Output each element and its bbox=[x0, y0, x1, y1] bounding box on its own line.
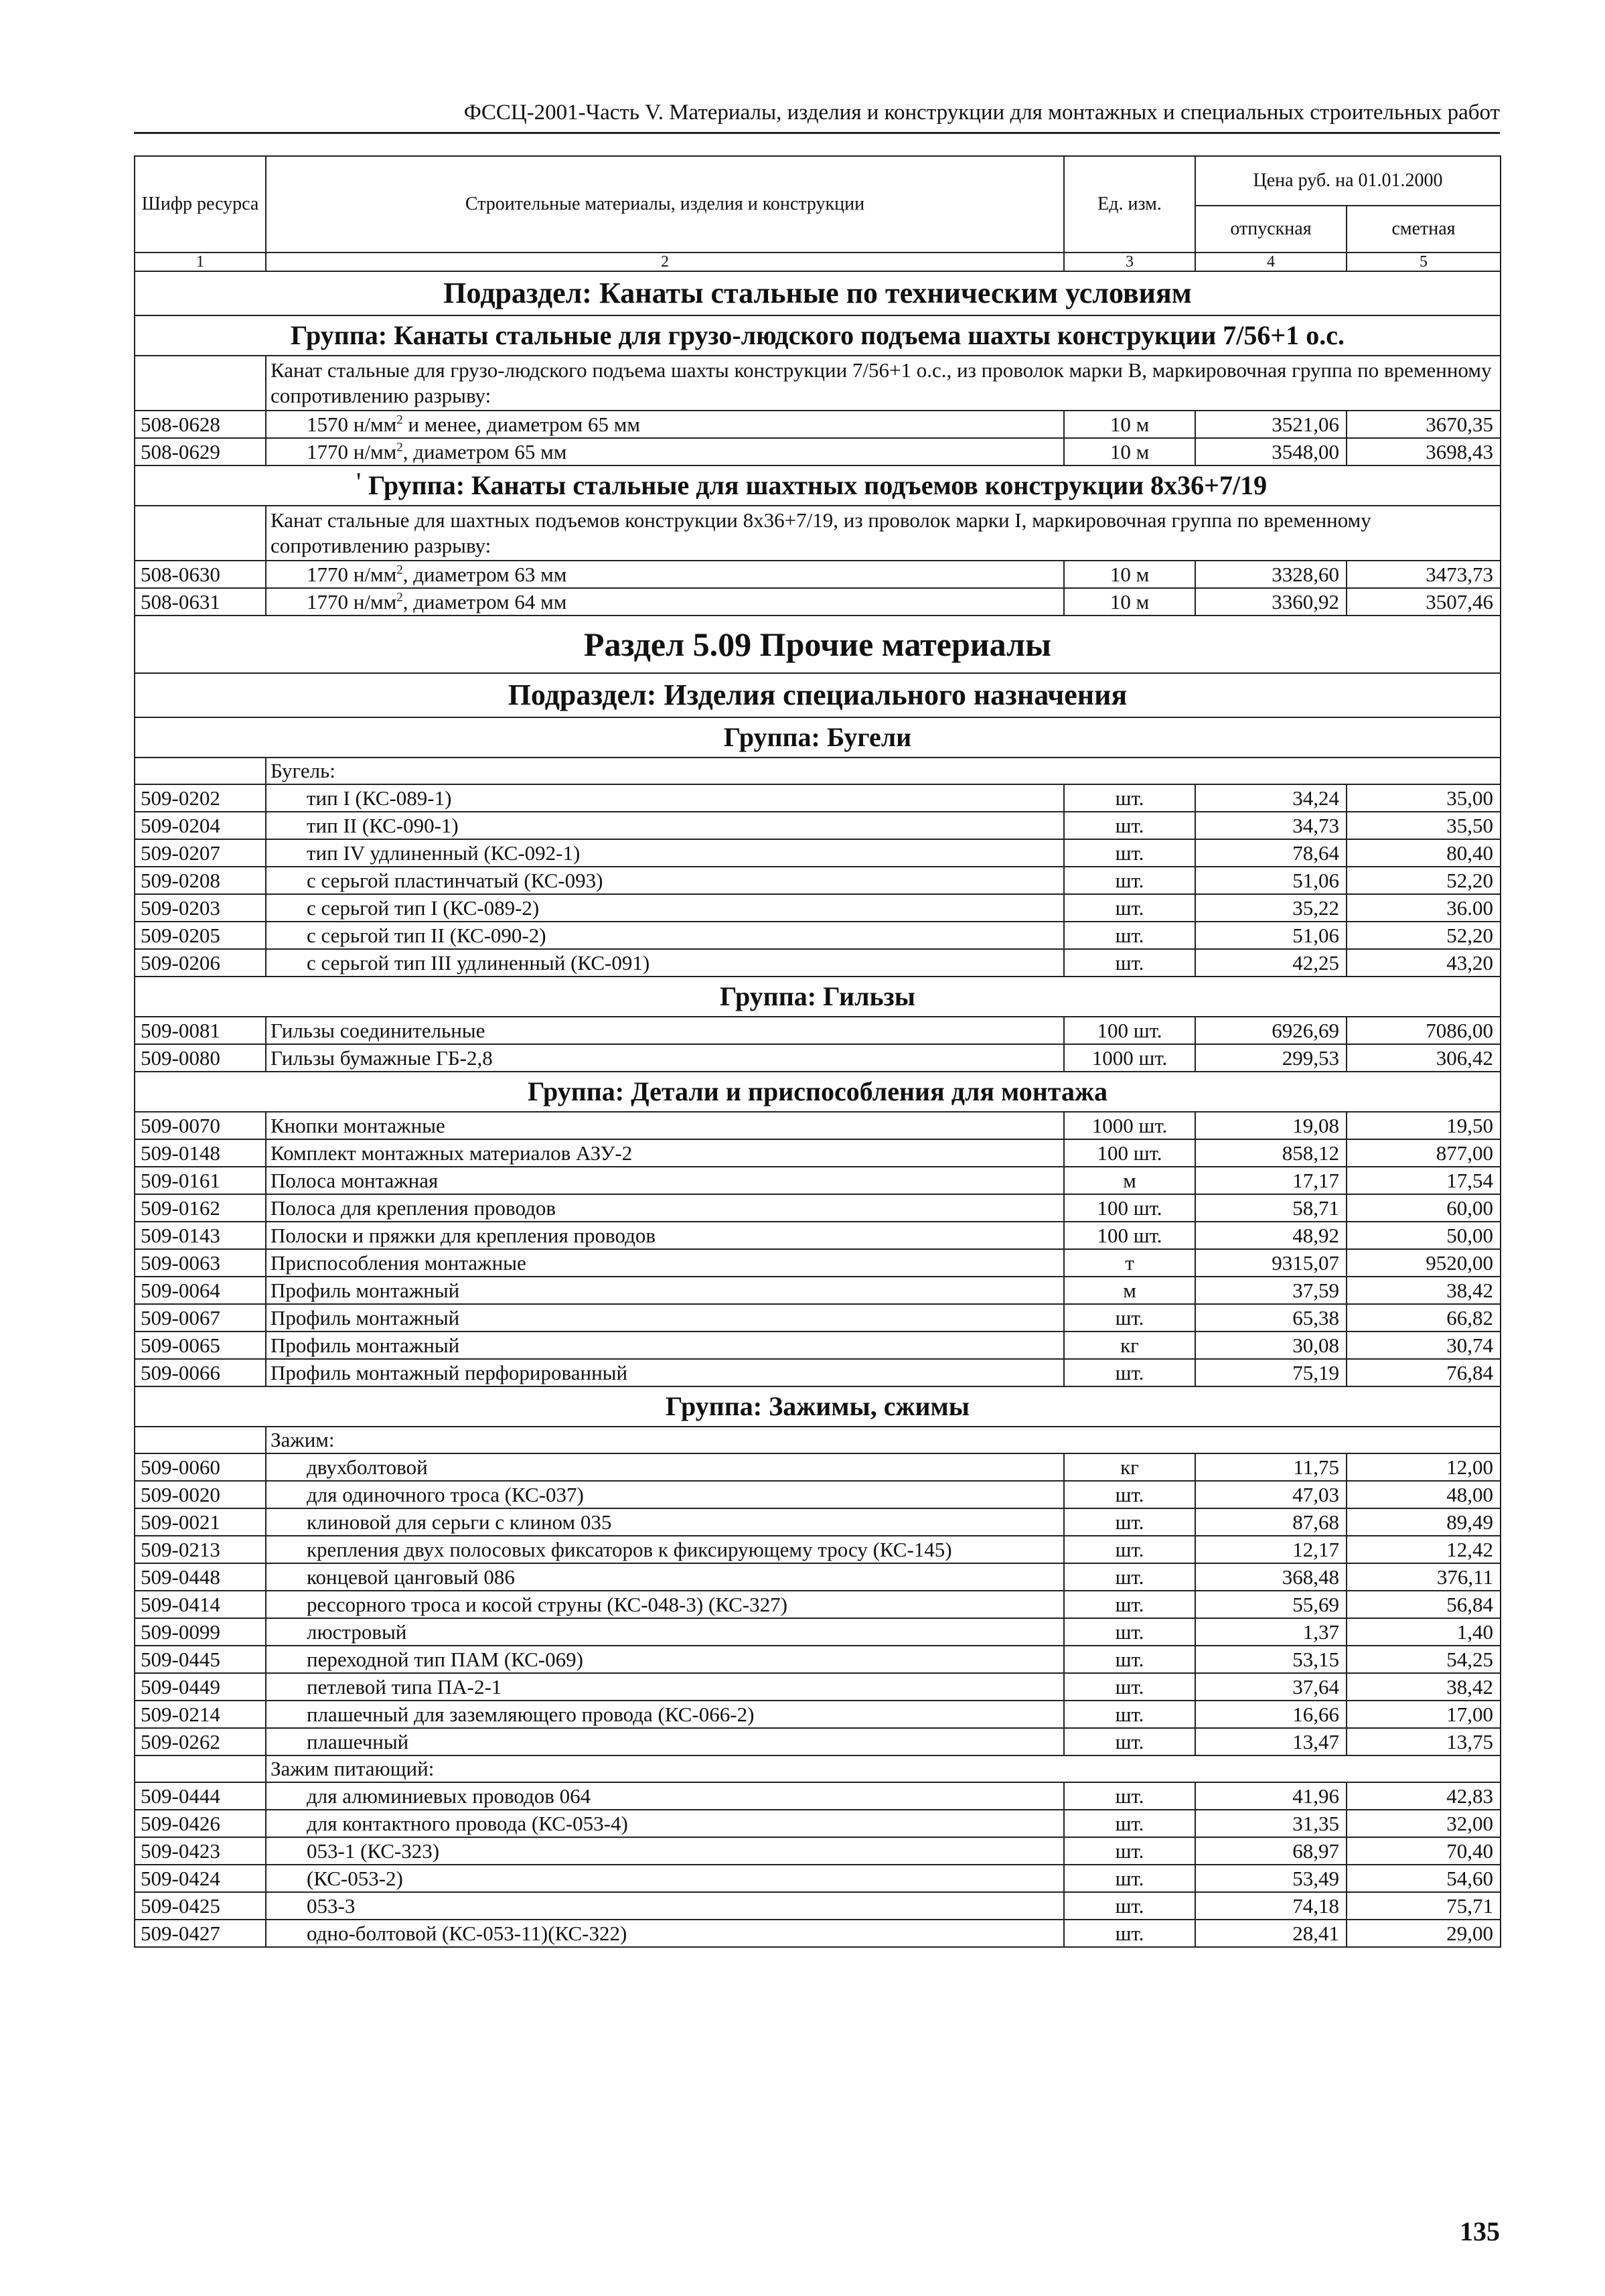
release-price: 3548,00 bbox=[1195, 438, 1347, 465]
page-title: ФССЦ-2001-Часть V. Материалы, изделия и конструкции для монтажных и специальных строительных работ bbox=[463, 100, 1500, 125]
rows-group-4 bbox=[135, 1017, 1501, 1072]
table-row bbox=[135, 1508, 1501, 1536]
estimate-price: 38,42 bbox=[1347, 1277, 1501, 1304]
table-row bbox=[135, 1837, 1501, 1865]
resource-code: 509-0099 bbox=[135, 1618, 266, 1646]
unit-of-measure: шт. bbox=[1064, 1536, 1195, 1563]
estimate-price: 376,11 bbox=[1347, 1563, 1501, 1591]
estimate-price: 32,00 bbox=[1347, 1810, 1501, 1837]
estimate-price: 3507,46 bbox=[1347, 588, 1501, 616]
resource-code: 509-0449 bbox=[135, 1673, 266, 1701]
item-name: 053-3 bbox=[266, 1892, 1064, 1920]
empty-cell bbox=[135, 1755, 266, 1782]
resource-code: 509-0414 bbox=[135, 1591, 266, 1618]
item-label: Зажим: bbox=[266, 1427, 1501, 1453]
item-name: (КС-053-2) bbox=[266, 1865, 1064, 1892]
unit-of-measure: м bbox=[1064, 1277, 1195, 1304]
item-name: тип IV удлиненный (КС-092-1) bbox=[266, 839, 1064, 867]
resource-code: 509-0143 bbox=[135, 1222, 266, 1249]
resource-code: 509-0067 bbox=[135, 1304, 266, 1332]
item-name-text: , диаметром 65 мм bbox=[402, 439, 567, 463]
release-price: 9315,07 bbox=[1195, 1249, 1347, 1277]
estimate-price: 1,40 bbox=[1347, 1618, 1501, 1646]
release-price: 28,41 bbox=[1195, 1920, 1347, 1947]
resource-code: 509-0070 bbox=[135, 1112, 266, 1139]
release-price: 37,64 bbox=[1195, 1673, 1347, 1701]
estimate-price: 3670,35 bbox=[1347, 411, 1501, 438]
estimate-price: 3473,73 bbox=[1347, 561, 1501, 588]
table-row bbox=[135, 949, 1501, 977]
resource-code: 508-0630 bbox=[135, 561, 266, 588]
rows-group-3 bbox=[135, 784, 1501, 977]
unit-exponent: 2 bbox=[396, 590, 403, 605]
unit-of-measure: 1000 шт. bbox=[1064, 1044, 1195, 1072]
table-row bbox=[135, 1920, 1501, 1947]
release-price: 35,22 bbox=[1195, 894, 1347, 922]
release-price: 78,64 bbox=[1195, 839, 1347, 867]
table-row bbox=[135, 1591, 1501, 1618]
estimate-price: 56,84 bbox=[1347, 1591, 1501, 1618]
release-price: 51,06 bbox=[1195, 867, 1347, 894]
empty-cell bbox=[135, 356, 266, 411]
group-title: Группа: Канаты стальные для шахтных подъемов конструкции 8x36+7/19 bbox=[368, 470, 1268, 500]
resource-code: 509-0081 bbox=[135, 1017, 266, 1044]
item-name-text: , диаметром 63 мм bbox=[402, 562, 567, 586]
column-index: 3 bbox=[1064, 253, 1195, 271]
release-price: 48,92 bbox=[1195, 1222, 1347, 1249]
estimate-price: 52,20 bbox=[1347, 867, 1501, 894]
resource-code: 509-0065 bbox=[135, 1332, 266, 1359]
item-name: для одиночного троса (КС-037) bbox=[266, 1481, 1064, 1508]
unit-of-measure: шт. bbox=[1064, 1673, 1195, 1701]
item-name: тип I (КС-089-1) bbox=[266, 784, 1064, 812]
unit-of-measure: шт. bbox=[1064, 1892, 1195, 1920]
estimate-price: 17,54 bbox=[1347, 1167, 1501, 1194]
resource-code: 509-0207 bbox=[135, 839, 266, 867]
unit-of-measure: 100 шт. bbox=[1064, 1017, 1195, 1044]
unit-of-measure: шт. bbox=[1064, 1618, 1195, 1646]
unit-exponent: 2 bbox=[396, 413, 403, 427]
estimate-price: 48,00 bbox=[1347, 1481, 1501, 1508]
resource-code: 509-0161 bbox=[135, 1167, 266, 1194]
resource-code: 509-0213 bbox=[135, 1536, 266, 1563]
rows-group-6 bbox=[135, 1453, 1501, 1755]
table-row bbox=[135, 1332, 1501, 1359]
item-name: клиновой для серьги с клином 035 bbox=[266, 1508, 1064, 1536]
price-table-wrapper bbox=[134, 155, 1500, 1948]
unit-of-measure: кг bbox=[1064, 1453, 1195, 1481]
table-row bbox=[135, 1194, 1501, 1222]
table-row bbox=[135, 1536, 1501, 1563]
resource-code: 509-0262 bbox=[135, 1728, 266, 1755]
unit-of-measure: шт. bbox=[1064, 1481, 1195, 1508]
empty-cell bbox=[135, 758, 266, 784]
release-price: 34,24 bbox=[1195, 784, 1347, 812]
resource-code: 509-0204 bbox=[135, 812, 266, 839]
estimate-price: 35,50 bbox=[1347, 812, 1501, 839]
item-name: рессорного троса и косой струны (КС-048-3) (КС-327) bbox=[266, 1591, 1064, 1618]
release-price: 51,06 bbox=[1195, 922, 1347, 949]
item-name: люстровый bbox=[266, 1618, 1064, 1646]
resource-code: 509-0426 bbox=[135, 1810, 266, 1837]
item-name: Полоса для крепления проводов bbox=[266, 1194, 1064, 1222]
resource-code: 509-0148 bbox=[135, 1139, 266, 1167]
table-row bbox=[135, 1277, 1501, 1304]
release-price: 47,03 bbox=[1195, 1481, 1347, 1508]
unit-of-measure: 100 шт. bbox=[1064, 1222, 1195, 1249]
release-price: 34,73 bbox=[1195, 812, 1347, 839]
item-name: переходной тип ПАМ (КС-069) bbox=[266, 1646, 1064, 1673]
resource-code: 509-0021 bbox=[135, 1508, 266, 1536]
item-name: одно-болтовой (КС-053-11)(КС-322) bbox=[266, 1920, 1064, 1947]
rows-group-2 bbox=[135, 561, 1501, 616]
price-table bbox=[134, 155, 1501, 1948]
estimate-price: 30,74 bbox=[1347, 1332, 1501, 1359]
section-heading: Раздел 5.09 Прочие материалы bbox=[135, 616, 1501, 673]
unit-of-measure: шт. bbox=[1064, 1646, 1195, 1673]
item-name bbox=[266, 411, 1064, 438]
item-name: двухболтовой bbox=[266, 1453, 1064, 1481]
release-price: 74,18 bbox=[1195, 1892, 1347, 1920]
item-name: Профиль монтажный перфорированный bbox=[266, 1359, 1064, 1386]
item-name: для контактного провода (КС-053-4) bbox=[266, 1810, 1064, 1837]
item-name: Профиль монтажный bbox=[266, 1332, 1064, 1359]
item-name bbox=[266, 588, 1064, 616]
release-price: 3328,60 bbox=[1195, 561, 1347, 588]
column-index: 1 bbox=[135, 253, 266, 271]
release-price: 68,97 bbox=[1195, 1837, 1347, 1865]
table-row bbox=[135, 784, 1501, 812]
item-name: концевой цанговый 086 bbox=[266, 1563, 1064, 1591]
unit-of-measure: шт. bbox=[1064, 1701, 1195, 1728]
estimate-price: 60,00 bbox=[1347, 1194, 1501, 1222]
resource-code: 508-0629 bbox=[135, 438, 266, 465]
table-row bbox=[135, 1563, 1501, 1591]
table-row bbox=[135, 1865, 1501, 1892]
column-index: 2 bbox=[266, 253, 1064, 271]
estimate-price: 76,84 bbox=[1347, 1359, 1501, 1386]
unit-of-measure: 10 м bbox=[1064, 561, 1195, 588]
release-price: 368,48 bbox=[1195, 1563, 1347, 1591]
header-release-price: отпускная bbox=[1195, 206, 1347, 253]
unit-of-measure: шт. bbox=[1064, 1837, 1195, 1865]
estimate-price: 17,00 bbox=[1347, 1701, 1501, 1728]
release-price: 299,53 bbox=[1195, 1044, 1347, 1072]
release-price: 17,17 bbox=[1195, 1167, 1347, 1194]
resource-code: 509-0445 bbox=[135, 1646, 266, 1673]
estimate-price: 877,00 bbox=[1347, 1139, 1501, 1167]
stray-mark: ' bbox=[356, 467, 362, 497]
item-name: Полоски и пряжки для крепления проводов bbox=[266, 1222, 1064, 1249]
item-name: крепления двух полосовых фиксаторов к фиксирующему тросу (КС-145) bbox=[266, 1536, 1064, 1563]
estimate-price: 38,42 bbox=[1347, 1673, 1501, 1701]
item-name: с серьгой тип II (КС-090-2) bbox=[266, 922, 1064, 949]
estimate-price: 29,00 bbox=[1347, 1920, 1501, 1947]
unit-of-measure: шт. bbox=[1064, 949, 1195, 977]
unit-of-measure: шт. bbox=[1064, 1591, 1195, 1618]
table-row bbox=[135, 812, 1501, 839]
item-name: Профиль монтажный bbox=[266, 1277, 1064, 1304]
resource-code: 509-0205 bbox=[135, 922, 266, 949]
estimate-price: 52,20 bbox=[1347, 922, 1501, 949]
estimate-price: 70,40 bbox=[1347, 1837, 1501, 1865]
unit-of-measure: 100 шт. bbox=[1064, 1194, 1195, 1222]
item-name: Полоса монтажная bbox=[266, 1167, 1064, 1194]
table-row bbox=[135, 922, 1501, 949]
resource-code: 509-0425 bbox=[135, 1892, 266, 1920]
resource-code: 509-0063 bbox=[135, 1249, 266, 1277]
estimate-price: 43,20 bbox=[1347, 949, 1501, 977]
unit-of-measure: шт. bbox=[1064, 1810, 1195, 1837]
header-name: Строительные материалы, изделия и конструкции bbox=[266, 156, 1064, 253]
item-name bbox=[266, 561, 1064, 588]
unit-of-measure: шт. bbox=[1064, 1865, 1195, 1892]
table-row bbox=[135, 1249, 1501, 1277]
estimate-price: 7086,00 bbox=[1347, 1017, 1501, 1044]
unit-of-measure: шт. bbox=[1064, 1920, 1195, 1947]
group-heading: Группа: Гильзы bbox=[135, 977, 1501, 1017]
resource-code: 509-0060 bbox=[135, 1453, 266, 1481]
item-name: тип II (КС-090-1) bbox=[266, 812, 1064, 839]
item-name-text: , диаметром 64 мм bbox=[402, 589, 567, 614]
table-row bbox=[135, 867, 1501, 894]
estimate-price: 12,42 bbox=[1347, 1536, 1501, 1563]
table-row bbox=[135, 1646, 1501, 1673]
release-price: 37,59 bbox=[1195, 1277, 1347, 1304]
estimate-price: 19,50 bbox=[1347, 1112, 1501, 1139]
title-rule bbox=[134, 132, 1500, 134]
table-row bbox=[135, 839, 1501, 867]
unit-of-measure: т bbox=[1064, 1249, 1195, 1277]
table-row bbox=[135, 1701, 1501, 1728]
table-row bbox=[135, 438, 1501, 465]
item-label: Бугель: bbox=[266, 758, 1501, 784]
release-price: 858,12 bbox=[1195, 1139, 1347, 1167]
page-number: 135 bbox=[1460, 2216, 1500, 2246]
item-name: петлевой типа ПА-2-1 bbox=[266, 1673, 1064, 1701]
release-price: 3521,06 bbox=[1195, 411, 1347, 438]
release-price: 3360,92 bbox=[1195, 588, 1347, 616]
unit-of-measure: шт. bbox=[1064, 1508, 1195, 1536]
release-price: 1,37 bbox=[1195, 1618, 1347, 1646]
item-name-text: 1770 н/мм bbox=[307, 439, 397, 463]
item-name: плашечный bbox=[266, 1728, 1064, 1755]
item-name: Профиль монтажный bbox=[266, 1304, 1064, 1332]
estimate-price: 35,00 bbox=[1347, 784, 1501, 812]
estimate-price: 80,40 bbox=[1347, 839, 1501, 867]
release-price: 30,08 bbox=[1195, 1332, 1347, 1359]
subsection-heading: Подраздел: Канаты стальные по техническим условиям bbox=[135, 271, 1501, 315]
rows-group-1 bbox=[135, 411, 1501, 465]
unit-of-measure: шт. bbox=[1064, 922, 1195, 949]
table-row bbox=[135, 1810, 1501, 1837]
estimate-price: 54,25 bbox=[1347, 1646, 1501, 1673]
resource-code: 509-0064 bbox=[135, 1277, 266, 1304]
item-label: Зажим питающий: bbox=[266, 1755, 1501, 1782]
release-price: 16,66 bbox=[1195, 1701, 1347, 1728]
group-note: Канат стальные для грузо-людского подъема шахты конструкции 7/56+1 о.с., из проволок марки В, маркировочная группа по временному сопротивлению разрыву: bbox=[266, 356, 1501, 411]
unit-of-measure: кг bbox=[1064, 1332, 1195, 1359]
group-heading bbox=[135, 465, 1501, 506]
release-price: 75,19 bbox=[1195, 1359, 1347, 1386]
table-row bbox=[135, 1222, 1501, 1249]
release-price: 87,68 bbox=[1195, 1508, 1347, 1536]
release-price: 31,35 bbox=[1195, 1810, 1347, 1837]
unit-of-measure: шт. bbox=[1064, 1359, 1195, 1386]
item-name: Гильзы бумажные ГБ-2,8 bbox=[266, 1044, 1064, 1072]
table-row bbox=[135, 1017, 1501, 1044]
table-row bbox=[135, 1481, 1501, 1508]
unit-of-measure: 100 шт. bbox=[1064, 1139, 1195, 1167]
item-name-text: и менее, диаметром 65 мм bbox=[402, 412, 640, 436]
item-name: для алюминиевых проводов 064 bbox=[266, 1782, 1064, 1810]
item-name-text: 1570 н/мм bbox=[307, 412, 397, 436]
table-row bbox=[135, 1453, 1501, 1481]
table-row bbox=[135, 1044, 1501, 1072]
group-heading: Группа: Канаты стальные для грузо-людского подъема шахты конструкции 7/56+1 о.с. bbox=[135, 315, 1501, 356]
estimate-price: 306,42 bbox=[1347, 1044, 1501, 1072]
resource-code: 509-0080 bbox=[135, 1044, 266, 1072]
release-price: 42,25 bbox=[1195, 949, 1347, 977]
release-price: 19,08 bbox=[1195, 1112, 1347, 1139]
unit-of-measure: шт. bbox=[1064, 1782, 1195, 1810]
table-row bbox=[135, 894, 1501, 922]
resource-code: 509-0214 bbox=[135, 1701, 266, 1728]
estimate-price: 89,49 bbox=[1347, 1508, 1501, 1536]
item-name: с серьгой пластинчатый (КС-093) bbox=[266, 867, 1064, 894]
item-name: Гильзы соединительные bbox=[266, 1017, 1064, 1044]
resource-code: 509-0206 bbox=[135, 949, 266, 977]
resource-code: 509-0066 bbox=[135, 1359, 266, 1386]
resource-code: 509-0203 bbox=[135, 894, 266, 922]
unit-of-measure: 10 м bbox=[1064, 411, 1195, 438]
table-row bbox=[135, 411, 1501, 438]
estimate-price: 54,60 bbox=[1347, 1865, 1501, 1892]
rows-group-7 bbox=[135, 1782, 1501, 1947]
resource-code: 509-0424 bbox=[135, 1865, 266, 1892]
group-heading: Группа: Зажимы, сжимы bbox=[135, 1386, 1501, 1427]
empty-cell bbox=[135, 1427, 266, 1453]
header-price: Цена руб. на 01.01.2000 bbox=[1195, 156, 1501, 206]
estimate-price: 9520,00 bbox=[1347, 1249, 1501, 1277]
item-name: Приспособления монтажные bbox=[266, 1249, 1064, 1277]
group-heading: Группа: Детали и приспособления для монтажа bbox=[135, 1072, 1501, 1112]
release-price: 53,49 bbox=[1195, 1865, 1347, 1892]
release-price: 53,15 bbox=[1195, 1646, 1347, 1673]
table-row bbox=[135, 1892, 1501, 1920]
subsection-heading: Подраздел: Изделия специального назначения bbox=[135, 673, 1501, 717]
item-name: с серьгой тип III удлиненный (КС-091) bbox=[266, 949, 1064, 977]
unit-of-measure: м bbox=[1064, 1167, 1195, 1194]
unit-of-measure: шт. bbox=[1064, 1728, 1195, 1755]
header-estimate-price: сметная bbox=[1347, 206, 1501, 253]
item-name-text: 1770 н/мм bbox=[307, 589, 397, 614]
item-name bbox=[266, 438, 1064, 465]
release-price: 11,75 bbox=[1195, 1453, 1347, 1481]
rows-group-5 bbox=[135, 1112, 1501, 1386]
empty-cell bbox=[135, 506, 266, 561]
unit-of-measure: 1000 шт. bbox=[1064, 1112, 1195, 1139]
column-index: 4 bbox=[1195, 253, 1347, 271]
group-note: Канат стальные для шахтных подъемов конструкции 8x36+7/19, из проволок марки I, маркировочная группа по временному сопротивлению разрыву: bbox=[266, 506, 1501, 561]
table-row bbox=[135, 588, 1501, 616]
unit-of-measure: шт. bbox=[1064, 1563, 1195, 1591]
estimate-price: 75,71 bbox=[1347, 1892, 1501, 1920]
release-price: 58,71 bbox=[1195, 1194, 1347, 1222]
item-name-text: 1770 н/мм bbox=[307, 562, 397, 586]
resource-code: 509-0427 bbox=[135, 1920, 266, 1947]
item-name: 053-1 (КС-323) bbox=[266, 1837, 1064, 1865]
table-row bbox=[135, 1112, 1501, 1139]
table-row bbox=[135, 1728, 1501, 1755]
item-name: с серьгой тип I (КС-089-2) bbox=[266, 894, 1064, 922]
unit-of-measure: шт. bbox=[1064, 784, 1195, 812]
resource-code: 509-0444 bbox=[135, 1782, 266, 1810]
resource-code: 509-0162 bbox=[135, 1194, 266, 1222]
resource-code: 509-0202 bbox=[135, 784, 266, 812]
resource-code: 508-0628 bbox=[135, 411, 266, 438]
table-row bbox=[135, 1618, 1501, 1646]
table-row bbox=[135, 1139, 1501, 1167]
unit-of-measure: шт. bbox=[1064, 894, 1195, 922]
estimate-price: 12,00 bbox=[1347, 1453, 1501, 1481]
estimate-price: 50,00 bbox=[1347, 1222, 1501, 1249]
group-heading: Группа: Бугели bbox=[135, 717, 1501, 758]
header-code: Шифр ресурса bbox=[135, 156, 266, 253]
table-row bbox=[135, 1304, 1501, 1332]
release-price: 12,17 bbox=[1195, 1536, 1347, 1563]
unit-exponent: 2 bbox=[396, 440, 403, 455]
resource-code: 509-0208 bbox=[135, 867, 266, 894]
unit-exponent: 2 bbox=[396, 563, 403, 577]
table-row bbox=[135, 561, 1501, 588]
item-name: Комплект монтажных материалов АЗУ-2 bbox=[266, 1139, 1064, 1167]
release-price: 6926,69 bbox=[1195, 1017, 1347, 1044]
item-name: плашечный для заземляющего провода (КС-066-2) bbox=[266, 1701, 1064, 1728]
release-price: 13,47 bbox=[1195, 1728, 1347, 1755]
unit-of-measure: 10 м bbox=[1064, 438, 1195, 465]
table-row bbox=[135, 1782, 1501, 1810]
release-price: 65,38 bbox=[1195, 1304, 1347, 1332]
unit-of-measure: шт. bbox=[1064, 812, 1195, 839]
estimate-price: 66,82 bbox=[1347, 1304, 1501, 1332]
header-unit: Ед. изм. bbox=[1064, 156, 1195, 253]
resource-code: 509-0423 bbox=[135, 1837, 266, 1865]
resource-code: 509-0020 bbox=[135, 1481, 266, 1508]
estimate-price: 42,83 bbox=[1347, 1782, 1501, 1810]
resource-code: 508-0631 bbox=[135, 588, 266, 616]
estimate-price: 13,75 bbox=[1347, 1728, 1501, 1755]
item-name: Кнопки монтажные bbox=[266, 1112, 1064, 1139]
table-row bbox=[135, 1167, 1501, 1194]
table-row bbox=[135, 1673, 1501, 1701]
resource-code: 509-0448 bbox=[135, 1563, 266, 1591]
unit-of-measure: шт. bbox=[1064, 867, 1195, 894]
table-row bbox=[135, 1359, 1501, 1386]
release-price: 55,69 bbox=[1195, 1591, 1347, 1618]
estimate-price: 36.00 bbox=[1347, 894, 1501, 922]
column-index: 5 bbox=[1347, 253, 1501, 271]
unit-of-measure: шт. bbox=[1064, 839, 1195, 867]
unit-of-measure: шт. bbox=[1064, 1304, 1195, 1332]
unit-of-measure: 10 м bbox=[1064, 588, 1195, 616]
estimate-price: 3698,43 bbox=[1347, 438, 1501, 465]
release-price: 41,96 bbox=[1195, 1782, 1347, 1810]
